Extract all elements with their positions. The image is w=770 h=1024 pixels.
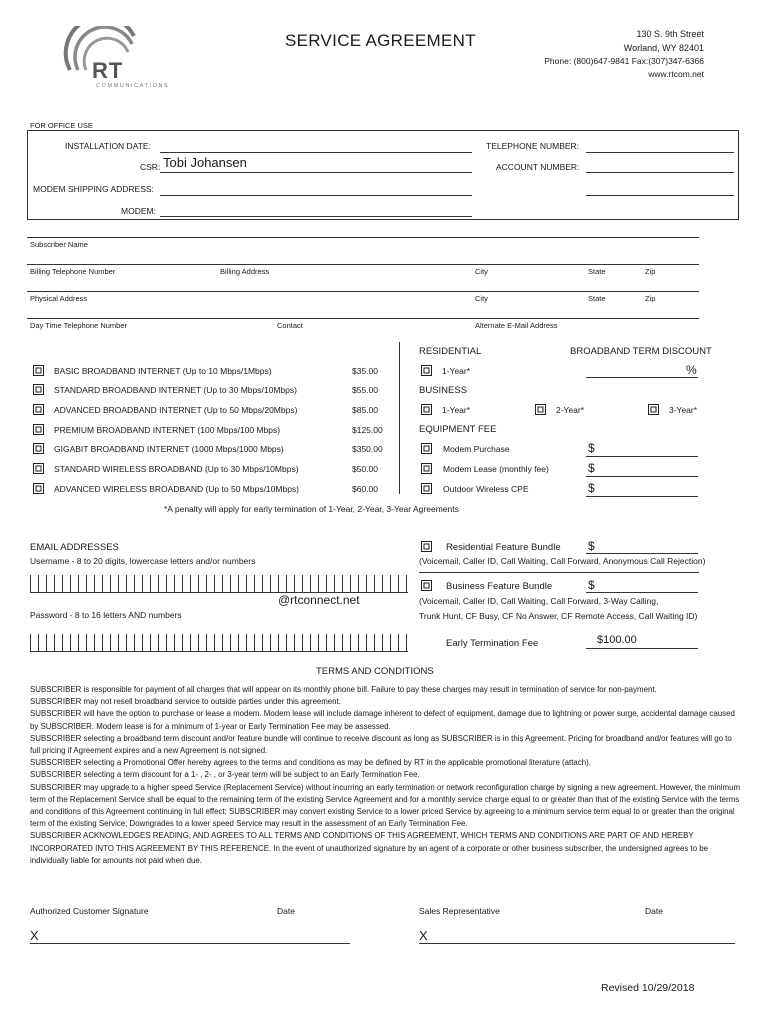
early-termination-field[interactable] xyxy=(586,648,698,649)
plan-checkbox[interactable] xyxy=(33,365,44,376)
modem-shipping-field-right[interactable] xyxy=(586,195,734,196)
early-termination-label: Early Termination Fee xyxy=(446,638,539,649)
logo-subtext: COMMUNICATIONS xyxy=(96,83,170,89)
modem-lease-dollar: $ xyxy=(588,461,595,475)
plan-name: BASIC BROADBAND INTERNET (Up to 10 Mbps/1Mbps) xyxy=(54,366,272,376)
residential-bundle-checkbox[interactable] xyxy=(421,541,432,552)
terms-heading: TERMS AND CONDITIONS xyxy=(316,666,434,677)
plan-name: GIGABIT BROADBAND INTERNET (1000 Mbps/1000 Mbps) xyxy=(54,444,284,454)
business-2yr-checkbox[interactable] xyxy=(535,404,546,415)
company-address-line1: 130 S. 9th Street xyxy=(636,29,704,39)
subscriber-name-label: Subscriber Name xyxy=(30,240,88,249)
page-title: SERVICE AGREEMENT xyxy=(285,31,476,50)
plan-checkbox[interactable] xyxy=(33,424,44,435)
outdoor-cpe-label: Outdoor Wireless CPE xyxy=(443,484,529,494)
subscriber-name-line[interactable] xyxy=(27,237,699,238)
terms-paragraph: SUBSCRIBER will have the option to purchase or lease a modem. Modem lease will include damage inherent to defect of equipment, damage due to lightning or power surge, accidental damage caused by SUBSCRIBER. Modem lease is for a minimum of 1-year or Early Termination Fee may be assessed. xyxy=(30,709,735,731)
outdoor-cpe-field[interactable] xyxy=(586,496,698,497)
business-2yr-label: 2-Year* xyxy=(556,405,585,415)
physical-address-label: Physical Address xyxy=(30,294,88,303)
outdoor-cpe-checkbox[interactable] xyxy=(421,483,432,494)
plan-price: $55.00 xyxy=(352,385,378,395)
billing-state-label: State xyxy=(588,267,606,276)
billing-city-label: City xyxy=(475,267,488,276)
business-1yr-label: 1-Year* xyxy=(442,405,471,415)
modem-lease-label: Modem Lease (monthly fee) xyxy=(443,464,549,474)
terms-paragraph: SUBSCRIBER selecting a Promotional Offer hereby agrees to the terms and conditions as may be defined by RT in the applicable promotional literature (attach). xyxy=(30,758,591,768)
business-1yr-checkbox[interactable] xyxy=(421,404,432,415)
plan-checkbox[interactable] xyxy=(33,404,44,415)
residential-bundle-desc: (Voicemail, Caller ID, Call Waiting, Call Forward, Anonymous Call Rejection) xyxy=(419,556,706,566)
outdoor-cpe-dollar: $ xyxy=(588,481,595,495)
penalty-note: *A penalty will apply for early termination of 1-Year, 2-Year, 3-Year Agreements xyxy=(164,504,459,514)
plan-checkbox[interactable] xyxy=(33,443,44,454)
plan-name: STANDARD WIRELESS BROADBAND (Up to 30 Mbps/10Mbps) xyxy=(54,464,299,474)
terms-paragraph: SUBSCRIBER may upgrade to a higher speed Service (Replacement Service) without incurring an early termination or network reconfiguration charge by signing a new agreement. However, the minimum term of the Replacement Service shall be equal to the remaining term of the existing Service Agreement and for a monthly service charge equal to or greater than that of the existing Service with the terms and conditions of this Agreement continuing in full effect; SUBSCRIBER may convert existing Service to a lower priced Service by agreeing to a minimum service term equal to or greater than the original term of the existing Service; Downgrades to a lower speed Service may result in the assessment of an Early Termination Fee. xyxy=(30,782,741,829)
billing-line[interactable] xyxy=(27,264,699,265)
physical-city-label: City xyxy=(475,294,488,303)
company-logo xyxy=(62,26,172,92)
csr-value[interactable]: Tobi Johansen xyxy=(163,155,247,170)
modem-shipping-label: MODEM SHIPPING ADDRESS: xyxy=(33,184,154,194)
residential-bundle-dollar: $ xyxy=(588,539,595,553)
terms-paragraph: SUBSCRIBER ACKNOWLEDGES READING, AND AGREES TO ALL TERMS AND CONDITIONS OF THIS AGREEMENT, WHICH TERMS AND CONDITIONS ARE PART OF AND HEREBY INCORPORATED INTO THIS AGREEMENT BY THIS REFERENCE. In the event of unauthorized signature by an agent of a corporate or other business subscriber, the undersigned agrees to be individually liable for amounts not paid when due. xyxy=(30,831,709,865)
discount-percent-field[interactable] xyxy=(586,377,698,378)
billing-zip-label: Zip xyxy=(645,267,656,276)
percent-sign: % xyxy=(686,363,697,377)
residential-1yr-label: 1-Year* xyxy=(442,366,471,376)
password-entry-boxes[interactable] xyxy=(30,634,408,652)
residential-bundle-label: Residential Feature Bundle xyxy=(446,542,561,553)
customer-signature-label: Authorized Customer Signature xyxy=(30,906,149,916)
telephone-number-field[interactable] xyxy=(586,152,734,153)
plan-price: $125.00 xyxy=(352,425,383,435)
plan-price: $60.00 xyxy=(352,484,378,494)
terms-paragraph: SUBSCRIBER may not resell broadband service to outside parties under this agreement. xyxy=(30,697,341,707)
modem-shipping-field[interactable] xyxy=(160,195,472,196)
username-rule: Username - 8 to 20 digits, lowercase letters and/or numbers xyxy=(30,556,256,566)
billing-address-label: Billing Address xyxy=(220,267,270,276)
terms-body xyxy=(30,684,742,867)
plan-price: $85.00 xyxy=(352,405,378,415)
residential-1yr-checkbox[interactable] xyxy=(421,365,432,376)
office-use-label: FOR OFFICE USE xyxy=(30,121,93,130)
plan-checkbox[interactable] xyxy=(33,463,44,474)
contact-label: Contact xyxy=(277,321,303,330)
alt-email-label: Alternate E-Mail Address xyxy=(475,321,558,330)
plan-checkbox[interactable] xyxy=(33,483,44,494)
plan-checkbox[interactable] xyxy=(33,384,44,395)
customer-signature-line[interactable] xyxy=(30,943,350,944)
business-bundle-field[interactable] xyxy=(586,592,698,593)
customer-signature-x: X xyxy=(30,928,39,943)
business-bundle-desc-2: Trunk Hunt, CF Busy, CF No Answer, CF Remote Access, Call Waiting ID) xyxy=(419,611,698,621)
residential-heading: RESIDENTIAL xyxy=(419,346,482,357)
plan-price: $35.00 xyxy=(352,366,378,376)
plan-name: ADVANCED BROADBAND INTERNET (Up to 50 Mbps/20Mbps) xyxy=(54,405,298,415)
plan-price: $350.00 xyxy=(352,444,383,454)
username-entry-boxes[interactable] xyxy=(30,575,408,593)
modem-purchase-dollar: $ xyxy=(588,441,595,455)
contact-line[interactable] xyxy=(27,318,699,319)
residential-bundle-separator xyxy=(419,572,699,573)
modem-purchase-field[interactable] xyxy=(586,456,698,457)
business-bundle-desc-1: (Voicemail, Caller ID, Call Waiting, Call Forward, 3-Way Calling, xyxy=(419,596,659,606)
customer-date-label: Date xyxy=(277,906,295,916)
installation-date-label: INSTALLATION DATE: xyxy=(65,141,151,151)
sales-date-label: Date xyxy=(645,906,663,916)
telephone-number-label: TELEPHONE NUMBER: xyxy=(486,141,580,151)
plan-name: ADVANCED WIRELESS BROADBAND (Up to 50 Mbps/10Mbps) xyxy=(54,484,299,494)
csr-label: CSR: xyxy=(140,162,161,172)
physical-state-label: State xyxy=(588,294,606,303)
plans-divider xyxy=(399,342,400,494)
physical-line[interactable] xyxy=(27,291,699,292)
email-domain: @rtconnect.net xyxy=(278,593,360,607)
broadband-discount-heading: BROADBAND TERM DISCOUNT xyxy=(570,346,712,357)
business-bundle-checkbox[interactable] xyxy=(421,580,432,591)
early-termination-value[interactable]: $100.00 xyxy=(597,634,637,646)
terms-paragraph: SUBSCRIBER is responsible for payment of all charges that will appear on its monthly phone bill. Failure to pay these charges may result in termination of service for non-payment. xyxy=(30,685,657,694)
business-bundle-dollar: $ xyxy=(588,578,595,592)
business-3yr-label: 3-Year* xyxy=(669,405,698,415)
email-heading: EMAIL ADDRESSES xyxy=(30,542,119,553)
business-3yr-checkbox[interactable] xyxy=(648,404,659,415)
company-address-line2: Worland, WY 82401 xyxy=(623,43,704,53)
residential-bundle-field[interactable] xyxy=(586,553,698,554)
account-number-field[interactable] xyxy=(586,172,734,173)
modem-lease-field[interactable] xyxy=(586,476,698,477)
physical-zip-label: Zip xyxy=(645,294,656,303)
revised-date: Revised 10/29/2018 xyxy=(601,982,695,994)
installation-date-field[interactable] xyxy=(160,152,472,153)
modem-purchase-checkbox[interactable] xyxy=(421,443,432,454)
sales-signature-x: X xyxy=(419,928,428,943)
terms-paragraph: SUBSCRIBER selecting a term discount for a 1- , 2- , or 3-year term will be subject to an Early Termination Fee. xyxy=(30,770,420,780)
business-bundle-label: Business Feature Bundle xyxy=(446,581,553,592)
day-phone-label: Day Time Telephone Number xyxy=(30,321,127,330)
company-website: www.rtcom.net xyxy=(648,69,704,79)
password-rule: Password - 8 to 16 letters AND numbers xyxy=(30,610,182,620)
account-number-label: ACCOUNT NUMBER: xyxy=(496,162,580,172)
modem-lease-checkbox[interactable] xyxy=(421,463,432,474)
company-phone: Phone: (800)647-9841 Fax:(307)347-6366 xyxy=(544,56,704,66)
billing-phone-label: Billing Telephone Number xyxy=(30,267,116,276)
plan-name: STANDARD BROADBAND INTERNET (Up to 30 Mbps/10Mbps) xyxy=(54,385,297,395)
sales-signature-line[interactable] xyxy=(419,943,735,944)
plan-price: $50.00 xyxy=(352,464,378,474)
csr-field[interactable] xyxy=(160,172,472,173)
modem-purchase-label: Modem Purchase xyxy=(443,444,510,454)
sales-rep-label: Sales Representative xyxy=(419,906,500,916)
plan-name: PREMIUM BROADBAND INTERNET (100 Mbps/100 Mbps) xyxy=(54,425,281,435)
logo-text: RT xyxy=(92,58,124,83)
modem-label: MODEM: xyxy=(121,206,156,216)
modem-field[interactable] xyxy=(160,216,472,217)
business-heading: BUSINESS xyxy=(419,385,468,396)
equipment-fee-heading: EQUIPMENT FEE xyxy=(419,424,497,435)
terms-paragraph: SUBSCRIBER selecting a broadband term discount and/or feature bundle will continue to receive discount as long as SUBSCRIBER is in this Agreement. Pricing for broadband and/or features will go to full pricing if Agreement expires and a new Agreement is not signed. xyxy=(30,733,732,756)
